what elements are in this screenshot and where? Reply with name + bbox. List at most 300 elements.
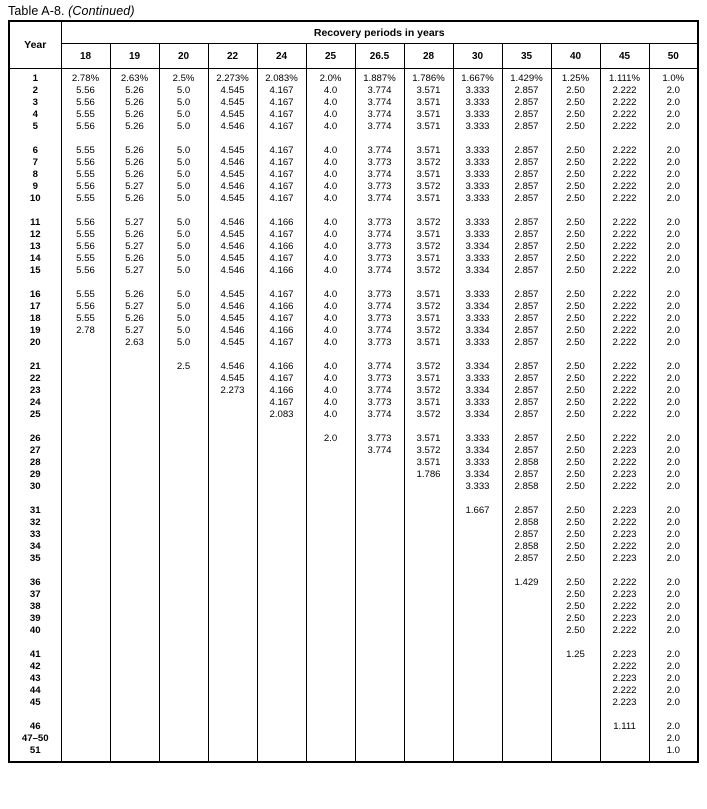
spacer-cell [306, 277, 355, 289]
value-cell: 2.0 [649, 409, 698, 421]
year-cell: 2 [32, 84, 38, 96]
value-cell: 2.857 [502, 145, 551, 157]
value-cell: 4.545 [208, 337, 257, 349]
value-cell: 2.5 [159, 361, 208, 373]
spacer-cell [110, 757, 159, 762]
value-cell [355, 469, 404, 481]
value-cell: 3.333 [453, 181, 502, 193]
value-cell [502, 625, 551, 637]
table-row-year-30 [9, 481, 698, 493]
table-row-year-2 [9, 85, 698, 97]
spacer-cell [453, 349, 502, 361]
table-row-year-24 [9, 397, 698, 409]
table-row-year-21 [9, 361, 698, 373]
value-cell [404, 553, 453, 565]
value-cell [355, 661, 404, 673]
value-cell: 5.55 [61, 313, 110, 325]
value-cell: 5.55 [61, 169, 110, 181]
spacer-cell [502, 421, 551, 433]
value-cell: 4.166 [257, 217, 306, 229]
year-cell: 22 [29, 372, 41, 384]
year-cell: 7 [32, 156, 38, 168]
year-cell: 1 [32, 72, 38, 84]
value-cell [355, 529, 404, 541]
spacer-cell [208, 493, 257, 505]
group-gap-row [9, 493, 698, 505]
value-cell: 2.0 [649, 85, 698, 97]
value-cell: 3.572 [404, 409, 453, 421]
value-cell: 2.0 [649, 361, 698, 373]
value-cell: 2.222 [600, 517, 649, 529]
value-cell: 2.222 [600, 457, 649, 469]
value-cell [306, 745, 355, 757]
value-cell: 2.222 [600, 541, 649, 553]
group-gap-row [9, 277, 698, 289]
value-cell [61, 541, 110, 553]
year-cell: 45 [29, 696, 41, 708]
value-cell [306, 517, 355, 529]
value-cell: 5.27 [110, 265, 159, 277]
spacer-cell [649, 349, 698, 361]
value-cell: 3.333 [453, 109, 502, 121]
value-cell [159, 469, 208, 481]
value-cell [355, 589, 404, 601]
spacer-cell [9, 133, 61, 145]
value-cell [208, 445, 257, 457]
value-cell [453, 745, 502, 757]
value-cell: 5.27 [110, 181, 159, 193]
table-row-year-8 [9, 169, 698, 181]
table-row-year-41 [9, 649, 698, 661]
value-cell [61, 505, 110, 517]
value-cell: 4.0 [306, 397, 355, 409]
spacer-cell [61, 421, 110, 433]
value-cell [110, 517, 159, 529]
year-cell: 43 [29, 672, 41, 684]
value-cell: 2.222 [600, 193, 649, 205]
value-cell: 2.50 [551, 301, 600, 313]
value-cell: 2.63 [110, 337, 159, 349]
value-cell: 3.773 [355, 373, 404, 385]
value-cell [61, 397, 110, 409]
value-cell: 3.773 [355, 217, 404, 229]
value-cell: 5.0 [159, 109, 208, 121]
value-cell: 2.857 [502, 373, 551, 385]
spacer-cell [551, 565, 600, 577]
value-cell: 3.571 [404, 193, 453, 205]
spacer-cell [404, 493, 453, 505]
value-cell [110, 361, 159, 373]
table-row-year-5 [9, 121, 698, 133]
value-cell: 2.222 [600, 577, 649, 589]
spacer-cell [159, 637, 208, 649]
value-cell: 3.333 [453, 145, 502, 157]
value-cell: 4.545 [208, 313, 257, 325]
spacer-cell [110, 493, 159, 505]
value-cell [453, 721, 502, 733]
value-cell: 2.857 [502, 253, 551, 265]
value-cell: 2.50 [551, 313, 600, 325]
table-row-year-23 [9, 385, 698, 397]
value-cell: 3.774 [355, 169, 404, 181]
value-cell: 2.50 [551, 505, 600, 517]
table-row-year-6 [9, 145, 698, 157]
spacer-cell [208, 421, 257, 433]
spacer-cell [110, 709, 159, 721]
spacer-cell [61, 493, 110, 505]
value-cell: 2.083 [257, 409, 306, 421]
spacer-cell [306, 637, 355, 649]
value-cell: 2.222 [600, 289, 649, 301]
spacer-cell [551, 493, 600, 505]
spacer-cell [159, 133, 208, 145]
value-cell [355, 685, 404, 697]
spacer-cell [355, 565, 404, 577]
table-title-prefix: Table A-8. [8, 4, 65, 18]
value-cell: 2.857 [502, 85, 551, 97]
value-cell: 2.0 [649, 505, 698, 517]
spacer-cell [600, 637, 649, 649]
value-cell: 2.0 [649, 385, 698, 397]
spacer-cell [649, 493, 698, 505]
value-cell: 5.55 [61, 289, 110, 301]
value-cell: 4.0 [306, 385, 355, 397]
value-cell: 2.0 [649, 265, 698, 277]
spacer-cell [9, 493, 61, 505]
value-cell: 2.222 [600, 409, 649, 421]
value-cell: 3.572 [404, 157, 453, 169]
value-cell: 4.167 [257, 397, 306, 409]
value-cell [355, 697, 404, 709]
value-cell: 4.0 [306, 373, 355, 385]
value-cell: 5.56 [61, 85, 110, 97]
spacer-cell [600, 757, 649, 762]
value-cell [355, 673, 404, 685]
value-cell: 3.572 [404, 217, 453, 229]
value-cell: 4.546 [208, 181, 257, 193]
value-cell: 4.167 [257, 109, 306, 121]
spacer-cell [404, 565, 453, 577]
value-cell [404, 517, 453, 529]
value-cell: 5.26 [110, 169, 159, 181]
value-cell [61, 481, 110, 493]
value-cell: 2.223 [600, 529, 649, 541]
value-cell: 2.50 [551, 325, 600, 337]
value-cell: 5.26 [110, 313, 159, 325]
value-cell: 3.773 [355, 289, 404, 301]
value-cell: 2.857 [502, 97, 551, 109]
spacer-cell [551, 421, 600, 433]
spacer-cell [649, 133, 698, 145]
value-cell: 5.26 [110, 253, 159, 265]
value-cell: 3.333 [453, 85, 502, 97]
spacer-cell [502, 205, 551, 217]
spacer-cell [404, 205, 453, 217]
spacer-cell [355, 757, 404, 762]
spacer-cell [9, 277, 61, 289]
spacer-cell [404, 277, 453, 289]
year-cell: 30 [29, 480, 41, 492]
value-cell: 2.222 [600, 253, 649, 265]
value-cell: 2.222 [600, 685, 649, 697]
value-cell: 2.222 [600, 361, 649, 373]
value-cell: 5.55 [61, 145, 110, 157]
value-cell [110, 625, 159, 637]
spacer-cell [110, 637, 159, 649]
table-row-year-29 [9, 469, 698, 481]
value-cell: 3.774 [355, 325, 404, 337]
value-cell [502, 685, 551, 697]
value-cell: 5.0 [159, 85, 208, 97]
value-cell [61, 445, 110, 457]
table-row-year-1 [9, 73, 698, 85]
value-cell [208, 409, 257, 421]
value-cell: 1.25 [551, 649, 600, 661]
value-cell: 2.50 [551, 577, 600, 589]
value-cell [355, 553, 404, 565]
value-cell: 2.0 [649, 289, 698, 301]
value-cell [453, 697, 502, 709]
table-row-year-37 [9, 589, 698, 601]
value-cell [355, 481, 404, 493]
value-cell [208, 673, 257, 685]
value-cell [257, 541, 306, 553]
value-cell: 3.333 [453, 193, 502, 205]
year-cell: 36 [29, 576, 41, 588]
value-cell: 4.0 [306, 217, 355, 229]
table-row-year-34 [9, 541, 698, 553]
value-cell: 2.858 [502, 517, 551, 529]
value-cell: 4.0 [306, 313, 355, 325]
value-cell: 2.0 [649, 481, 698, 493]
value-cell [257, 673, 306, 685]
value-cell: 5.55 [61, 229, 110, 241]
value-cell: 3.774 [355, 385, 404, 397]
value-cell: 3.333 [453, 337, 502, 349]
value-cell: 2.0 [649, 145, 698, 157]
value-cell [61, 697, 110, 709]
value-cell: 3.774 [355, 265, 404, 277]
year-cell: 44 [29, 684, 41, 696]
spacer-cell [9, 637, 61, 649]
recovery-periods-header: Recovery periods in years [61, 21, 698, 44]
value-cell [502, 661, 551, 673]
value-cell: 3.571 [404, 97, 453, 109]
value-cell: 3.333 [453, 373, 502, 385]
value-cell [61, 529, 110, 541]
value-cell: 3.773 [355, 241, 404, 253]
value-cell: 4.167 [257, 253, 306, 265]
value-cell [159, 685, 208, 697]
spacer-cell [404, 421, 453, 433]
value-cell [61, 469, 110, 481]
value-cell: 2.857 [502, 289, 551, 301]
value-cell: 5.26 [110, 85, 159, 97]
spacer-cell [257, 565, 306, 577]
value-cell: 5.0 [159, 301, 208, 313]
table-row-year-14 [9, 253, 698, 265]
value-cell [306, 733, 355, 745]
value-cell [404, 577, 453, 589]
table-header [9, 21, 698, 69]
value-cell: 2.0 [649, 649, 698, 661]
spacer-cell [159, 757, 208, 762]
value-cell [551, 685, 600, 697]
value-cell: 5.26 [110, 289, 159, 301]
value-cell: 2.222 [600, 181, 649, 193]
value-cell: 1.111 [600, 721, 649, 733]
spacer-cell [257, 757, 306, 762]
spacer-cell [649, 421, 698, 433]
value-cell: 2.0 [649, 661, 698, 673]
spacer-cell [306, 205, 355, 217]
spacer-cell [110, 421, 159, 433]
year-cell: 33 [29, 528, 41, 540]
value-cell: 3.571 [404, 121, 453, 133]
value-cell: 2.0 [649, 673, 698, 685]
spacer-cell [453, 205, 502, 217]
value-cell [110, 457, 159, 469]
spacer-cell [257, 205, 306, 217]
value-cell [306, 553, 355, 565]
spacer-cell [404, 637, 453, 649]
value-cell: 4.0 [306, 409, 355, 421]
year-cell: 23 [29, 384, 41, 396]
table-row-year-3 [9, 97, 698, 109]
value-cell: 2.0 [649, 337, 698, 349]
value-cell: 4.545 [208, 85, 257, 97]
value-cell: 4.0 [306, 157, 355, 169]
spacer-cell [110, 133, 159, 145]
value-cell: 2.50 [551, 385, 600, 397]
value-cell [159, 481, 208, 493]
table-row-year-43 [9, 673, 698, 685]
value-cell: 3.571 [404, 145, 453, 157]
spacer-cell [61, 349, 110, 361]
value-cell [208, 517, 257, 529]
value-cell: 2.0 [649, 433, 698, 445]
value-cell [502, 733, 551, 745]
spacer-cell [600, 493, 649, 505]
value-cell [404, 505, 453, 517]
value-cell: 5.56 [61, 265, 110, 277]
value-cell: 2.50 [551, 397, 600, 409]
value-cell: 2.50 [551, 613, 600, 625]
table-row-year-16 [9, 289, 698, 301]
value-cell: 3.571 [404, 229, 453, 241]
value-cell [551, 745, 600, 757]
value-cell: 2.50 [551, 289, 600, 301]
value-cell [257, 577, 306, 589]
value-cell [208, 529, 257, 541]
value-cell: 3.334 [453, 445, 502, 457]
spacer-cell [257, 637, 306, 649]
value-cell [61, 373, 110, 385]
table-row-year-32 [9, 517, 698, 529]
value-cell [110, 409, 159, 421]
value-cell: 2.0 [649, 457, 698, 469]
year-cell: 16 [29, 288, 41, 300]
value-cell: 5.27 [110, 217, 159, 229]
spacer-cell [61, 133, 110, 145]
spacer-cell [208, 277, 257, 289]
value-cell [110, 745, 159, 757]
value-cell: 4.546 [208, 121, 257, 133]
value-cell [453, 577, 502, 589]
value-cell [61, 625, 110, 637]
value-cell [110, 589, 159, 601]
value-cell: 5.26 [110, 145, 159, 157]
spacer-cell [551, 205, 600, 217]
spacer-cell [649, 565, 698, 577]
year-cell: 5 [32, 120, 38, 132]
value-cell [404, 541, 453, 553]
value-cell: 2.222 [600, 661, 649, 673]
value-cell: 5.0 [159, 289, 208, 301]
value-cell [257, 601, 306, 613]
value-cell: 2.0 [649, 397, 698, 409]
value-cell [61, 649, 110, 661]
value-cell: 2.857 [502, 433, 551, 445]
value-cell [110, 541, 159, 553]
spacer-cell [257, 421, 306, 433]
value-cell: 2.857 [502, 505, 551, 517]
group-gap-row [9, 565, 698, 577]
value-cell: 4.167 [257, 85, 306, 97]
value-cell: 2.5% [159, 73, 208, 85]
value-cell: 2.50 [551, 85, 600, 97]
value-cell: 3.571 [404, 289, 453, 301]
value-cell: 2.0 [649, 685, 698, 697]
value-cell: 3.572 [404, 361, 453, 373]
value-cell: 3.774 [355, 409, 404, 421]
value-cell: 3.774 [355, 445, 404, 457]
value-cell [502, 649, 551, 661]
value-cell: 3.333 [453, 289, 502, 301]
value-cell: 2.222 [600, 121, 649, 133]
value-cell: 5.26 [110, 157, 159, 169]
value-cell [257, 733, 306, 745]
value-cell: 2.857 [502, 445, 551, 457]
value-cell [208, 745, 257, 757]
value-cell [306, 529, 355, 541]
spacer-cell [355, 637, 404, 649]
value-cell: 5.27 [110, 301, 159, 313]
value-cell: 5.0 [159, 145, 208, 157]
value-cell [404, 613, 453, 625]
value-cell [355, 721, 404, 733]
year-cell: 31 [29, 504, 41, 516]
value-cell: 3.333 [453, 457, 502, 469]
value-cell [61, 517, 110, 529]
value-cell: 2.50 [551, 517, 600, 529]
table-row-year-19 [9, 325, 698, 337]
value-cell: 5.27 [110, 325, 159, 337]
value-cell [257, 685, 306, 697]
value-cell: 3.774 [355, 301, 404, 313]
value-cell: 4.166 [257, 325, 306, 337]
value-cell: 5.0 [159, 217, 208, 229]
value-cell: 2.222 [600, 217, 649, 229]
value-cell: 2.0 [649, 697, 698, 709]
value-cell: 2.857 [502, 301, 551, 313]
spacer-cell [551, 349, 600, 361]
value-cell: 4.545 [208, 289, 257, 301]
value-cell: 2.0 [649, 469, 698, 481]
value-cell: 2.222 [600, 373, 649, 385]
value-cell: 2.0 [649, 217, 698, 229]
value-cell: 2.0 [649, 253, 698, 265]
